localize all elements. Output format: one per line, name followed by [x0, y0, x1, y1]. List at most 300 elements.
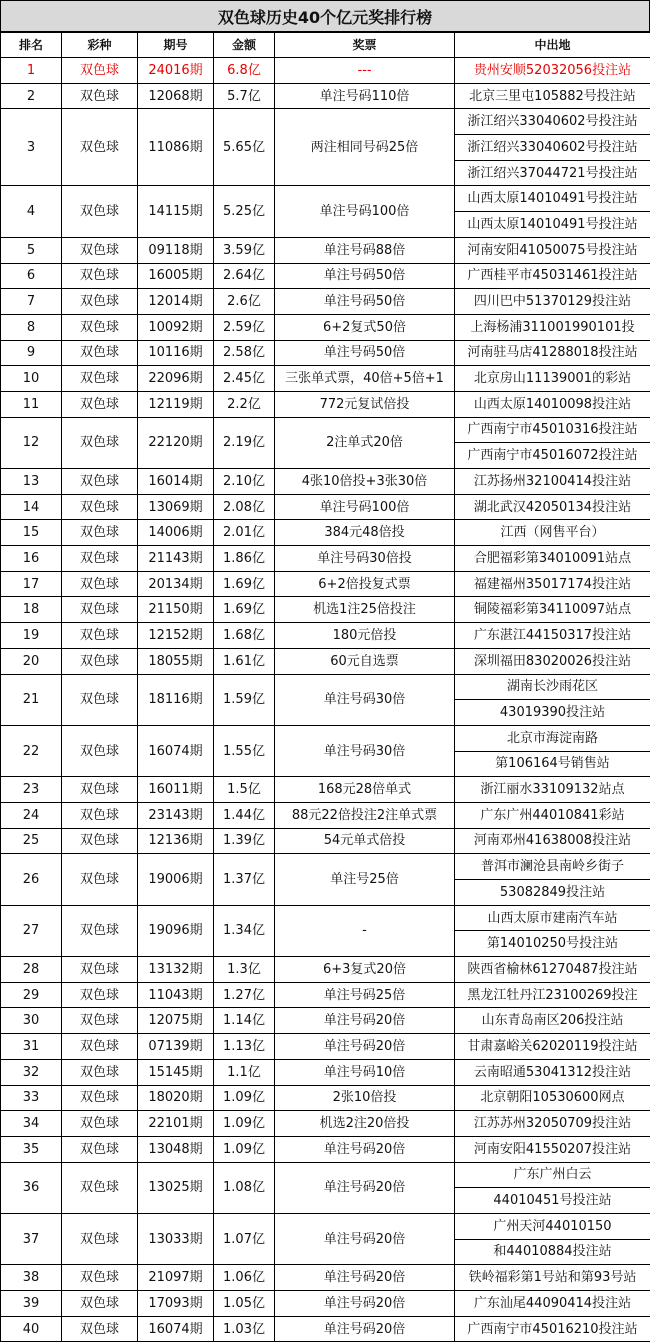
ranking-table: [0, 32, 650, 1342]
issue-cell: 12014期: [138, 289, 214, 315]
rank-cell: 25: [1, 828, 62, 854]
amount-cell: 3.59亿: [214, 237, 275, 263]
game-cell: 双色球: [62, 186, 138, 237]
place-cell: 浙江绍兴33040602号投注站: [455, 135, 650, 161]
amount-cell: 5.65亿: [214, 109, 275, 186]
amount-cell: 1.61亿: [214, 648, 275, 674]
game-cell: 双色球: [62, 1034, 138, 1060]
place-cell: 上海杨浦311001990101投: [455, 314, 650, 340]
game-cell: 双色球: [62, 1008, 138, 1034]
game-cell: 双色球: [62, 1291, 138, 1317]
ticket-cell: 单注号码10倍: [275, 1059, 455, 1085]
game-cell: 双色球: [62, 1059, 138, 1085]
ticket-cell: 4张10倍投+3张30倍: [275, 469, 455, 495]
ticket-cell: 单注号码50倍: [275, 263, 455, 289]
amount-cell: 5.25亿: [214, 186, 275, 237]
table-row: [1, 1008, 650, 1034]
place-cell: 和44010884投注站: [455, 1239, 650, 1265]
place-cell: 广东广州白云: [455, 1162, 650, 1188]
amount-cell: 1.03亿: [214, 1316, 275, 1342]
ticket-cell: 6+3复式20倍: [275, 957, 455, 983]
place-cell: 深圳福田83020026投注站: [455, 648, 650, 674]
ticket-cell: 单注号码30倍投: [275, 546, 455, 572]
place-cell: 黑龙江牡丹江23100269投注: [455, 982, 650, 1008]
issue-cell: 18020期: [138, 1085, 214, 1111]
ticket-cell: -: [275, 905, 455, 956]
place-cell: 53082849投注站: [455, 880, 650, 906]
header-row: [1, 33, 650, 58]
ticket-cell: 单注号25倍: [275, 854, 455, 905]
game-cell: 双色球: [62, 828, 138, 854]
issue-cell: 12119期: [138, 391, 214, 417]
issue-cell: 17093期: [138, 1291, 214, 1317]
amount-cell: 1.09亿: [214, 1111, 275, 1137]
issue-cell: 16014期: [138, 469, 214, 495]
table-row: [1, 1213, 650, 1239]
game-cell: 双色球: [62, 1213, 138, 1264]
amount-cell: 1.05亿: [214, 1291, 275, 1317]
game-cell: 双色球: [62, 1162, 138, 1213]
issue-cell: 16005期: [138, 263, 214, 289]
place-cell: 浙江绍兴37044721号投注站: [455, 160, 650, 186]
ticket-cell: 88元22倍投注2注单式票: [275, 802, 455, 828]
place-cell: 广西南宁市45016210投注站: [455, 1316, 650, 1342]
rank-cell: 12: [1, 417, 62, 468]
amount-cell: 5.7亿: [214, 83, 275, 109]
table-row: [1, 109, 650, 135]
place-cell: 陕西省榆林61270487投注站: [455, 957, 650, 983]
table-row: [1, 725, 650, 751]
issue-cell: 21143期: [138, 546, 214, 572]
table-row: [1, 674, 650, 700]
ticket-cell: 单注号码50倍: [275, 289, 455, 315]
issue-cell: 09118期: [138, 237, 214, 263]
rank-cell: 11: [1, 391, 62, 417]
ticket-cell: 单注号码110倍: [275, 83, 455, 109]
table-row: [1, 289, 650, 315]
place-cell: 北京市海淀南路: [455, 725, 650, 751]
amount-cell: 1.1亿: [214, 1059, 275, 1085]
rank-cell: 26: [1, 854, 62, 905]
game-cell: 双色球: [62, 957, 138, 983]
ticket-cell: 单注号码30倍: [275, 674, 455, 725]
ticket-cell: 单注号码88倍: [275, 237, 455, 263]
ticket-cell: 6+2复式50倍: [275, 314, 455, 340]
rank-cell: 15: [1, 520, 62, 546]
rank-cell: 2: [1, 83, 62, 109]
amount-cell: 2.2亿: [214, 391, 275, 417]
amount-cell: 1.34亿: [214, 905, 275, 956]
rank-cell: 3: [1, 109, 62, 186]
header-issue: 期号: [138, 33, 214, 58]
game-cell: 双色球: [62, 494, 138, 520]
table-row: [1, 340, 650, 366]
table-row: [1, 469, 650, 495]
table-row: [1, 623, 650, 649]
amount-cell: 1.37亿: [214, 854, 275, 905]
ticket-cell: 单注号码100倍: [275, 186, 455, 237]
game-cell: 双色球: [62, 725, 138, 776]
amount-cell: 1.5亿: [214, 777, 275, 803]
place-cell: 北京朝阳10530600网点: [455, 1085, 650, 1111]
amount-cell: 2.01亿: [214, 520, 275, 546]
game-cell: 双色球: [62, 417, 138, 468]
rank-cell: 7: [1, 289, 62, 315]
issue-cell: 18055期: [138, 648, 214, 674]
place-cell: 云南昭通53041312投注站: [455, 1059, 650, 1085]
amount-cell: 2.59亿: [214, 314, 275, 340]
place-cell: 广东湛江44150317投注站: [455, 623, 650, 649]
ticket-cell: 180元倍投: [275, 623, 455, 649]
ticket-cell: 168元28倍单式: [275, 777, 455, 803]
amount-cell: 1.3亿: [214, 957, 275, 983]
issue-cell: 24016期: [138, 58, 214, 84]
game-cell: 双色球: [62, 109, 138, 186]
place-cell: 北京三里屯105882号投注站: [455, 83, 650, 109]
amount-cell: 1.68亿: [214, 623, 275, 649]
table-row: [1, 571, 650, 597]
table-row: [1, 1162, 650, 1188]
game-cell: 双色球: [62, 237, 138, 263]
amount-cell: 1.09亿: [214, 1136, 275, 1162]
table-row: [1, 1059, 650, 1085]
issue-cell: 11086期: [138, 109, 214, 186]
amount-cell: 1.69亿: [214, 571, 275, 597]
game-cell: 双色球: [62, 571, 138, 597]
game-cell: 双色球: [62, 597, 138, 623]
place-cell: 山西太原14010491号投注站: [455, 186, 650, 212]
ticket-cell: 60元自选票: [275, 648, 455, 674]
place-cell: 河南邓州41638008投注站: [455, 828, 650, 854]
amount-cell: 2.6亿: [214, 289, 275, 315]
rank-cell: 38: [1, 1265, 62, 1291]
issue-cell: 18116期: [138, 674, 214, 725]
ticket-cell: 单注号码20倍: [275, 1034, 455, 1060]
game-cell: 双色球: [62, 854, 138, 905]
ticket-cell: ---: [275, 58, 455, 84]
table-row: [1, 1034, 650, 1060]
place-cell: 广州天河44010150: [455, 1213, 650, 1239]
table-row: [1, 1316, 650, 1342]
amount-cell: 2.64亿: [214, 263, 275, 289]
issue-cell: 12152期: [138, 623, 214, 649]
issue-cell: 07139期: [138, 1034, 214, 1060]
rank-cell: 33: [1, 1085, 62, 1111]
ticket-cell: 两注相同号码25倍: [275, 109, 455, 186]
ticket-cell: 单注号码20倍: [275, 1136, 455, 1162]
table-row: [1, 802, 650, 828]
game-cell: 双色球: [62, 340, 138, 366]
rank-cell: 36: [1, 1162, 62, 1213]
place-cell: 湖南长沙雨花区: [455, 674, 650, 700]
game-cell: 双色球: [62, 263, 138, 289]
game-cell: 双色球: [62, 1111, 138, 1137]
game-cell: 双色球: [62, 314, 138, 340]
game-cell: 双色球: [62, 546, 138, 572]
issue-cell: 13033期: [138, 1213, 214, 1264]
issue-cell: 21150期: [138, 597, 214, 623]
place-cell: 湖北武汉42050134投注站: [455, 494, 650, 520]
header-ticket: 奖票: [275, 33, 455, 58]
place-cell: 浙江丽水33109132站点: [455, 777, 650, 803]
table-row: [1, 957, 650, 983]
ticket-cell: 单注号码20倍: [275, 1316, 455, 1342]
place-cell: 江苏扬州32100414投注站: [455, 469, 650, 495]
amount-cell: 1.14亿: [214, 1008, 275, 1034]
ticket-cell: 单注号码20倍: [275, 1213, 455, 1264]
issue-cell: 10092期: [138, 314, 214, 340]
amount-cell: 1.44亿: [214, 802, 275, 828]
header-rank: 排名: [1, 33, 62, 58]
amount-cell: 1.06亿: [214, 1265, 275, 1291]
amount-cell: 1.86亿: [214, 546, 275, 572]
table-row: [1, 828, 650, 854]
game-cell: 双色球: [62, 1265, 138, 1291]
amount-cell: 1.27亿: [214, 982, 275, 1008]
table-row: [1, 1291, 650, 1317]
place-cell: 山东青岛南区206投注站: [455, 1008, 650, 1034]
place-cell: 广东广州44010841彩站: [455, 802, 650, 828]
game-cell: 双色球: [62, 289, 138, 315]
amount-cell: 2.19亿: [214, 417, 275, 468]
game-cell: 双色球: [62, 648, 138, 674]
table-row: [1, 777, 650, 803]
amount-cell: 1.69亿: [214, 597, 275, 623]
place-cell: 山西太原14010098投注站: [455, 391, 650, 417]
place-cell: 山西太原市建南汽车站: [455, 905, 650, 931]
rank-cell: 40: [1, 1316, 62, 1342]
issue-cell: 13025期: [138, 1162, 214, 1213]
place-cell: 江苏苏州32050709投注站: [455, 1111, 650, 1137]
rank-cell: 13: [1, 469, 62, 495]
place-cell: 铜陵福彩第34110097站点: [455, 597, 650, 623]
rank-cell: 27: [1, 905, 62, 956]
issue-cell: 13069期: [138, 494, 214, 520]
table-body: [1, 58, 650, 1342]
issue-cell: 11043期: [138, 982, 214, 1008]
issue-cell: 23143期: [138, 802, 214, 828]
game-cell: 双色球: [62, 1136, 138, 1162]
page-title: 双色球历史40个亿元奖排行榜: [0, 0, 650, 32]
place-cell: 铁岭福彩第1号站和第93号站: [455, 1265, 650, 1291]
rank-cell: 6: [1, 263, 62, 289]
issue-cell: 22120期: [138, 417, 214, 468]
game-cell: 双色球: [62, 520, 138, 546]
table-row: [1, 417, 650, 443]
table-row: [1, 366, 650, 392]
place-cell: 河南安阳41550207投注站: [455, 1136, 650, 1162]
ticket-cell: 2张10倍投: [275, 1085, 455, 1111]
game-cell: 双色球: [62, 1085, 138, 1111]
place-cell: 合肥福彩第34010091站点: [455, 546, 650, 572]
issue-cell: 10116期: [138, 340, 214, 366]
game-cell: 双色球: [62, 58, 138, 84]
amount-cell: 2.45亿: [214, 366, 275, 392]
ticket-cell: 单注号码20倍: [275, 1008, 455, 1034]
table-row: [1, 391, 650, 417]
place-cell: 河南安阳41050075号投注站: [455, 237, 650, 263]
rank-cell: 20: [1, 648, 62, 674]
issue-cell: 14006期: [138, 520, 214, 546]
issue-cell: 12075期: [138, 1008, 214, 1034]
rank-cell: 4: [1, 186, 62, 237]
table-header: [1, 33, 650, 58]
table-row: [1, 83, 650, 109]
place-cell: 广西桂平市45031461投注站: [455, 263, 650, 289]
rank-cell: 24: [1, 802, 62, 828]
issue-cell: 13132期: [138, 957, 214, 983]
amount-cell: 1.13亿: [214, 1034, 275, 1060]
ticket-cell: 2注单式20倍: [275, 417, 455, 468]
place-cell: 江西（网售平台）: [455, 520, 650, 546]
place-cell: 山西太原14010491号投注站: [455, 212, 650, 238]
amount-cell: 1.07亿: [214, 1213, 275, 1264]
amount-cell: 1.39亿: [214, 828, 275, 854]
amount-cell: 1.08亿: [214, 1162, 275, 1213]
rank-cell: 39: [1, 1291, 62, 1317]
game-cell: 双色球: [62, 469, 138, 495]
rank-cell: 28: [1, 957, 62, 983]
table-row: [1, 648, 650, 674]
issue-cell: 22096期: [138, 366, 214, 392]
table-row: [1, 520, 650, 546]
table-row: [1, 546, 650, 572]
ticket-cell: 单注号码25倍: [275, 982, 455, 1008]
rank-cell: 1: [1, 58, 62, 84]
game-cell: 双色球: [62, 777, 138, 803]
table-row: [1, 314, 650, 340]
game-cell: 双色球: [62, 982, 138, 1008]
table-row: [1, 597, 650, 623]
rank-cell: 19: [1, 623, 62, 649]
header-amount: 金额: [214, 33, 275, 58]
ticket-cell: 单注号码100倍: [275, 494, 455, 520]
amount-cell: 1.59亿: [214, 674, 275, 725]
ticket-cell: 单注号码30倍: [275, 725, 455, 776]
place-cell: 河南驻马店41288018投注站: [455, 340, 650, 366]
table-row: [1, 263, 650, 289]
issue-cell: 21097期: [138, 1265, 214, 1291]
issue-cell: 16074期: [138, 1316, 214, 1342]
issue-cell: 12136期: [138, 828, 214, 854]
place-cell: 甘肃嘉峪关62020119投注站: [455, 1034, 650, 1060]
rank-cell: 35: [1, 1136, 62, 1162]
table-row: [1, 1136, 650, 1162]
table-row: [1, 186, 650, 212]
ticket-cell: 384元48倍投: [275, 520, 455, 546]
rank-cell: 23: [1, 777, 62, 803]
table-row: [1, 1265, 650, 1291]
ticket-cell: 三张单式票，40倍+5倍+1: [275, 366, 455, 392]
ticket-cell: 单注号码20倍: [275, 1162, 455, 1213]
issue-cell: 15145期: [138, 1059, 214, 1085]
issue-cell: 16011期: [138, 777, 214, 803]
place-cell: 贵州安顺52032056投注站: [455, 58, 650, 84]
ticket-cell: 772元复试倍投: [275, 391, 455, 417]
ticket-cell: 单注号码20倍: [275, 1291, 455, 1317]
amount-cell: 1.09亿: [214, 1085, 275, 1111]
table-row: [1, 1111, 650, 1137]
rank-cell: 34: [1, 1111, 62, 1137]
game-cell: 双色球: [62, 83, 138, 109]
ticket-cell: 54元单式倍投: [275, 828, 455, 854]
rank-cell: 8: [1, 314, 62, 340]
rank-cell: 9: [1, 340, 62, 366]
issue-cell: 19006期: [138, 854, 214, 905]
ticket-cell: 单注号码20倍: [275, 1265, 455, 1291]
rank-cell: 31: [1, 1034, 62, 1060]
issue-cell: 20134期: [138, 571, 214, 597]
game-cell: 双色球: [62, 366, 138, 392]
rank-cell: 17: [1, 571, 62, 597]
amount-cell: 2.58亿: [214, 340, 275, 366]
rank-cell: 22: [1, 725, 62, 776]
place-cell: 43019390投注站: [455, 700, 650, 726]
place-cell: 浙江绍兴33040602号投注站: [455, 109, 650, 135]
header-game: 彩种: [62, 33, 138, 58]
amount-cell: 6.8亿: [214, 58, 275, 84]
ticket-cell: 机选2注20倍投: [275, 1111, 455, 1137]
rank-cell: 30: [1, 1008, 62, 1034]
table-row: [1, 494, 650, 520]
place-cell: 广东汕尾44090414投注站: [455, 1291, 650, 1317]
rank-cell: 32: [1, 1059, 62, 1085]
issue-cell: 16074期: [138, 725, 214, 776]
rank-cell: 21: [1, 674, 62, 725]
issue-cell: 12068期: [138, 83, 214, 109]
ticket-cell: 机选1注25倍投注: [275, 597, 455, 623]
amount-cell: 2.10亿: [214, 469, 275, 495]
game-cell: 双色球: [62, 674, 138, 725]
place-cell: 普洱市澜沧县南岭乡街子: [455, 854, 650, 880]
game-cell: 双色球: [62, 802, 138, 828]
table-row: [1, 905, 650, 931]
ticket-cell: 单注号码50倍: [275, 340, 455, 366]
rank-cell: 37: [1, 1213, 62, 1264]
place-cell: 广西南宁市45016072投注站: [455, 443, 650, 469]
place-cell: 第106164号销售站: [455, 751, 650, 777]
amount-cell: 1.55亿: [214, 725, 275, 776]
table-row: [1, 1085, 650, 1111]
place-cell: 广西南宁市45010316投注站: [455, 417, 650, 443]
rank-cell: 16: [1, 546, 62, 572]
game-cell: 双色球: [62, 905, 138, 956]
issue-cell: 19096期: [138, 905, 214, 956]
issue-cell: 22101期: [138, 1111, 214, 1137]
issue-cell: 14115期: [138, 186, 214, 237]
rank-cell: 29: [1, 982, 62, 1008]
game-cell: 双色球: [62, 1316, 138, 1342]
rank-cell: 10: [1, 366, 62, 392]
ticket-cell: 6+2倍投复式票: [275, 571, 455, 597]
place-cell: 44010451号投注站: [455, 1188, 650, 1214]
game-cell: 双色球: [62, 391, 138, 417]
place-cell: 四川巴中51370129投注站: [455, 289, 650, 315]
amount-cell: 2.08亿: [214, 494, 275, 520]
place-cell: 第14010250号投注站: [455, 931, 650, 957]
rank-cell: 14: [1, 494, 62, 520]
game-cell: 双色球: [62, 623, 138, 649]
issue-cell: 13048期: [138, 1136, 214, 1162]
rank-cell: 18: [1, 597, 62, 623]
place-cell: 北京房山11139001的彩站: [455, 366, 650, 392]
table-row: [1, 982, 650, 1008]
table-row: [1, 58, 650, 84]
header-place: 中出地: [455, 33, 650, 58]
place-cell: 福建福州35017174投注站: [455, 571, 650, 597]
table-row: [1, 854, 650, 880]
table-row: [1, 237, 650, 263]
